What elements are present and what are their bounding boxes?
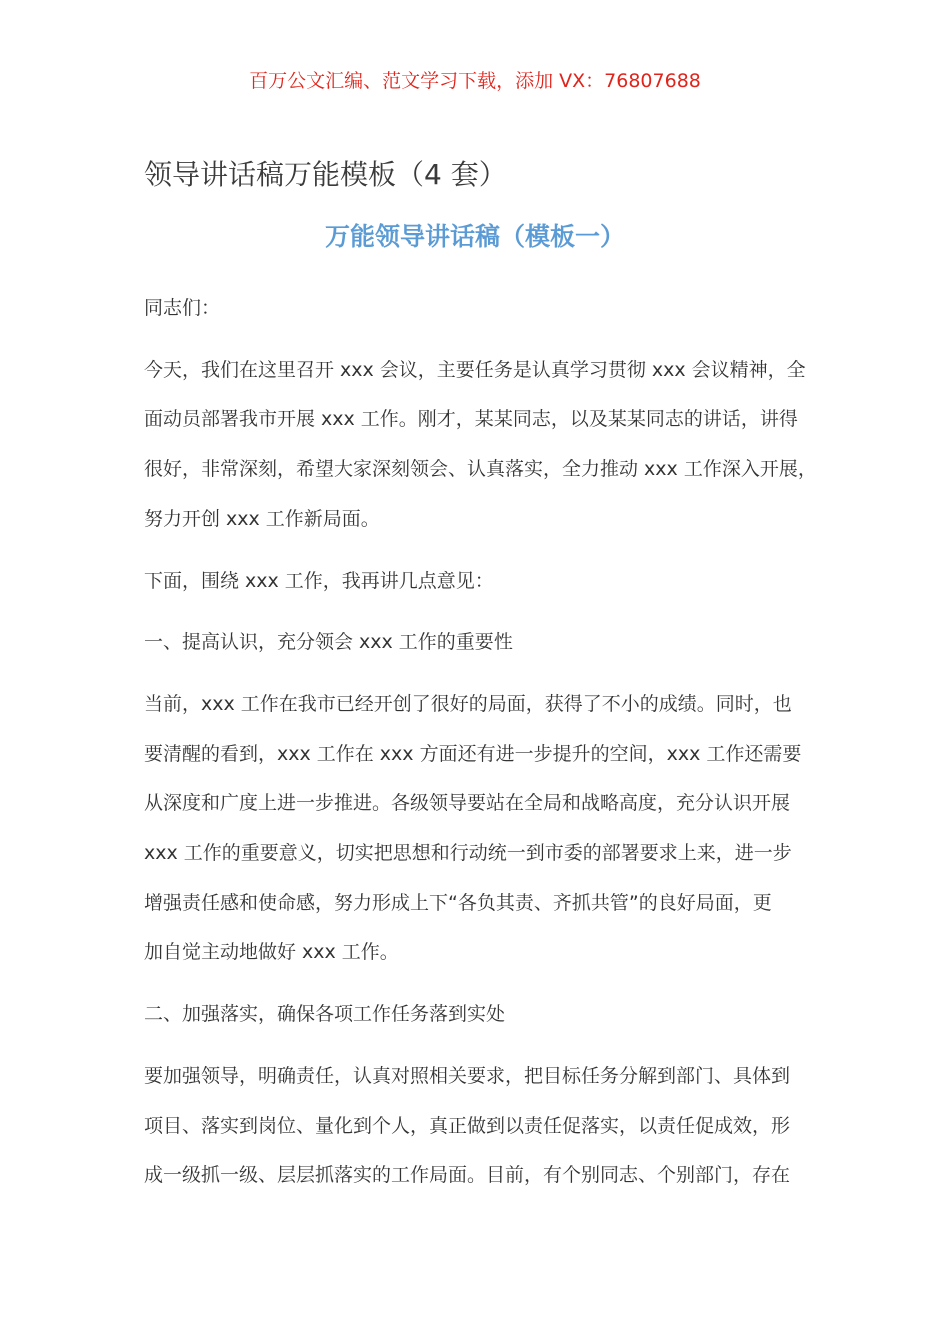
paragraph-opening xyxy=(144,346,824,545)
text-line: 增强责任感和使命感，努力形成上下“各负其责、齐抓共管”的良好局面，更 xyxy=(144,891,772,914)
paragraph-point-two xyxy=(144,1052,824,1201)
heading-point-one xyxy=(144,618,824,668)
text-line: 努力开创 xxx 工作新局面。 xyxy=(144,507,380,530)
page-title: 领导讲话稿万能模板（4 套） xyxy=(144,158,507,191)
paragraph-intro xyxy=(144,557,824,607)
text-line: 加自觉主动地做好 xxx 工作。 xyxy=(144,941,399,964)
text-line: 今天，我们在这里召开 xxx 会议，主要任务是认真学习贯彻 xxx 会议精神，全 xyxy=(144,358,806,381)
text-line: 二、加强落实，确保各项工作任务落到实处 xyxy=(144,1003,506,1026)
text-line: 从深度和广度上进一步推进。各级领导要站在全局和战略高度，充分认识开展 xyxy=(144,792,791,815)
text-line: 很好，非常深刻，希望大家深刻领会、认真落实，全力推动 xxx 工作深入开展， xyxy=(144,458,817,481)
header-notice: 百万公文汇编、范文学习下载，添加 VX：76807688 xyxy=(249,70,701,92)
text-line: 要清醒的看到，xxx 工作在 xxx 方面还有进一步提升的空间，xxx 工作还需要 xyxy=(144,742,802,765)
text-line: 项目、落实到岗位、量化到个人，真正做到以责任促落实，以责任促成效，形 xyxy=(144,1114,791,1137)
text-line: xxx 工作的重要意义，切实把思想和行动统一到市委的部署要求上来，进一步 xyxy=(144,842,792,865)
text-line: 一、提高认识，充分领会 xxx 工作的重要性 xyxy=(144,631,513,654)
text-line: 成一级抓一级、层层抓落实的工作局面。目前，有个别同志、个别部门，存在 xyxy=(144,1164,791,1187)
text-line: 要加强领导，明确责任，认真对照相关要求，把目标任务分解到部门、具体到 xyxy=(144,1064,791,1087)
text-line: 下面，围绕 xxx 工作，我再讲几点意见： xyxy=(144,569,494,592)
heading-point-two xyxy=(144,990,824,1040)
text-line: 面动员部署我市开展 xxx 工作。刚才，某某同志，以及某某同志的讲话，讲得 xyxy=(144,408,798,431)
document-body xyxy=(144,284,824,1213)
text-line: 当前，xxx 工作在我市已经开创了很好的局面，获得了不小的成绩。同时，也 xyxy=(144,692,792,715)
section-title: 万能领导讲话稿（模板一） xyxy=(324,222,625,251)
salutation: 同志们： xyxy=(144,297,221,319)
paragraph-point-one xyxy=(144,680,824,978)
